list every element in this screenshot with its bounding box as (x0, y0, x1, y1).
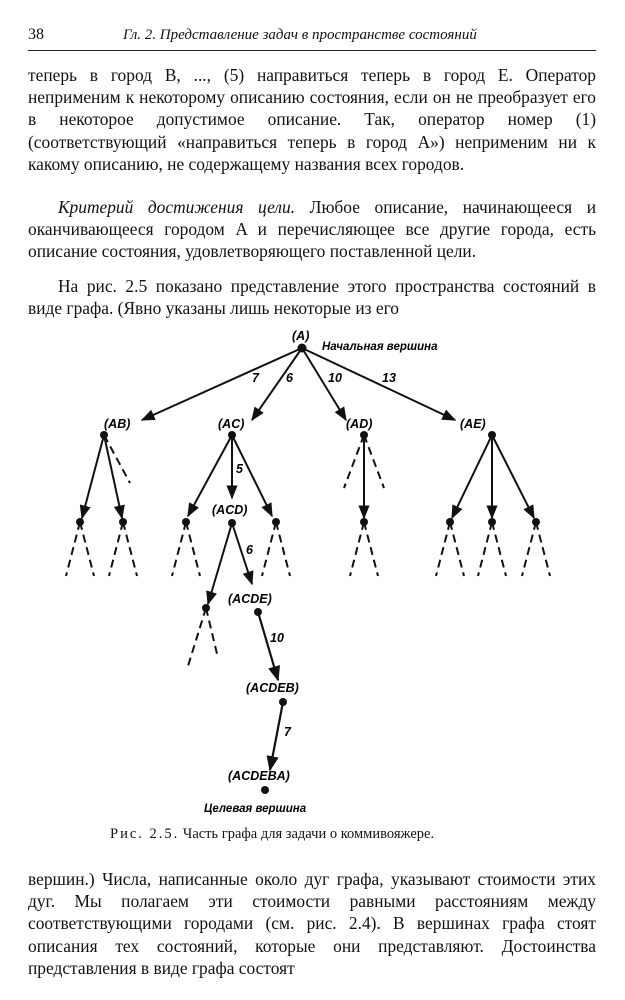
cost-A-AB: 7 (252, 371, 259, 385)
paragraph-figure-intro: На рис. 2.5 показано представление этого пространства состояний в виде графа. (Явно указаны лишь некоторые из его (28, 276, 596, 319)
node-label-AB: (AB) (104, 417, 131, 431)
edge-ACDE-ACDEB (258, 612, 278, 680)
caption-lead: Рис. 2.5. (110, 826, 180, 842)
node-label-ACD: (ACD) (212, 503, 248, 517)
start-node-note: Начальная вершина (322, 341, 438, 353)
subtree-AB-dashed (66, 522, 137, 576)
cost-A-AC: 6 (286, 371, 293, 385)
goal-node-note: Целевая вершина (204, 803, 307, 815)
figure-caption (110, 826, 434, 843)
node-label-ACDEB: (ACDEB) (246, 681, 299, 695)
edge-ACDEB-ACDEBA (270, 702, 283, 770)
subtree-AD-dashed (350, 522, 378, 576)
node-label-AC: (AC) (218, 417, 245, 431)
node-ACDEBA (261, 786, 269, 794)
running-head: Гл. 2. Представление задач в пространстве состояний (123, 27, 477, 43)
graph-svg (0, 318, 625, 818)
subtree-AE (452, 435, 534, 518)
goal-criterion-term: Критерий достижения цели. (58, 197, 296, 217)
subtree-AB (82, 435, 130, 518)
cost-AC-ACD: 5 (236, 462, 243, 476)
cost-A-AD: 10 (328, 371, 342, 385)
goal-criterion-text: Любое описание, начинающееся и оканчивающееся городом A и перечисляющее все другие города, есть описание состояния, удовлетворяющего поставленной цели. (28, 197, 596, 262)
figure-traveling-salesman-graph (0, 318, 625, 818)
paragraph-arc-costs: вершин.) Числа, написанные около дуг графа, указывают стоимости этих дуг. Мы полагаем эти стоимости равными расстояниям между соответствующими городами (см. рис. 2.4). В вершинах графа стоят описания тех состояний, которые они представляют. Достоинства представления в виде графа состоят (28, 869, 596, 978)
node-label-ACDEBA: (ACDEBA) (228, 769, 290, 783)
subtree-AE-dashed (436, 522, 550, 576)
caption-text: Часть графа для задачи о коммивояжере. (182, 826, 435, 842)
node-label-AE: (AE) (460, 417, 486, 431)
node-label-ACDE: (ACDE) (228, 592, 272, 606)
node-label-A: (A) (292, 329, 310, 343)
cost-ACD-ACDE: 6 (246, 543, 253, 557)
cost-ACDEB-ACDEBA: 7 (284, 725, 291, 739)
paragraph-operators: теперь в город B, ..., (5) направиться теперь в город E. Оператор неприменим к некоторому описанию состояния, если он не преобразует его в некоторое допустимое описание. Так, оператор номер (1) (соответствующий «направиться теперь в город A») неприменим ни к какому описанию, не содержащему названия всех городов. (28, 65, 596, 174)
subtree-AD (344, 435, 384, 518)
subtree-ACD-dashed (188, 608, 218, 666)
subtree-AC-dashed (172, 522, 290, 576)
cost-A-AE: 13 (382, 371, 396, 385)
cost-ACDE-ACDEB: 10 (270, 631, 284, 645)
page-header (28, 26, 596, 51)
page-number: 38 (28, 26, 44, 43)
paragraph-goal-criterion (28, 196, 596, 263)
node-label-AD: (AD) (346, 417, 373, 431)
